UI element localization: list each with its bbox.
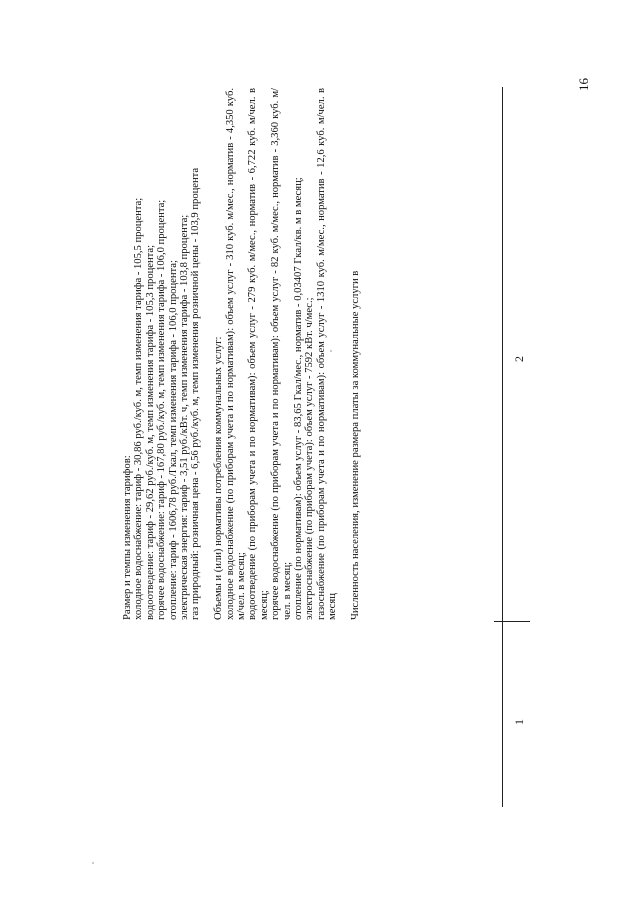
tariffs-heading: Размер и темпы изменения тарифов: [122,455,133,620]
population-line: Численность населения, изменение размера платы за коммунальные услуги в [350,270,362,620]
population-block [350,88,361,620]
tariff-line: газ природный: розничная цена - 6,56 руб./куб. м, темп изменения розничной цены - 103,9 процента [190,167,202,620]
tariff-line: холодное водоснабжение: тариф - 30,86 руб./куб. м, темп изменения тарифа - 105,5 процента; [133,197,145,620]
scan-speck [92,862,94,864]
consumption-line: холодное водоснабжение (по приборам учета и по нормативам): объем услуг - 310 куб. м/мес., норматив - 4,350 куб. м/чел. в месяц; [224,88,248,620]
page-number: 16 [576,78,591,91]
tariffs-block [122,88,202,620]
tariff-line: горячее водоснабжение: тариф - 167,80 руб./куб. м, темп изменения тарифа - 106,0 процента; [156,199,168,620]
consumption-line: электроснабжение (по приборам учета): объем услуг - 7592 кВт. ч/мес.; [304,297,316,620]
consumption-line: отопление (по нормативам): объем услуг - 83,65 Гкал/мес., норматив - 0,03407 Гкал/кв. м в месяц; [293,177,305,620]
table-column-divider [494,621,530,622]
scan-speck [330,350,332,352]
table-column-header-2: 2 [512,356,526,362]
consumption-line: горячее водоснабжение (по приборам учета и по нормативам): объем услуг - 82 куб. м/мес., норматив - 3,360 куб. м/чел. в месяц; [270,88,293,620]
table-header-rule [502,87,503,807]
consumption-heading: Объемы и (или) нормативы потребления коммунальных услуг: [213,336,225,620]
consumption-line: газоснабжение (по приборам учета и по нормативам): объем услуг - 1310 куб. м/мес., норматив - 12,6 куб. м/чел. в месяц [315,88,339,620]
tariff-line: водоотведение: тариф - 29,62 руб./куб. м, темп изменения тарифа - 105,3 процента; [144,244,156,620]
table-column-header-1: 1 [512,719,526,725]
tariff-line: отопление: тариф - 1606,78 руб./Гкал, темп изменения тарифа - 106,0 процента; [167,260,179,620]
consumption-block [213,88,338,620]
table-cell-text [122,88,373,620]
tariff-line: электрическая энергия: тариф - 3,51 руб./кВт. ч, темп изменения тарифа - 103,8 процента; [179,214,191,620]
consumption-line: водоотведение (по приборам учета и по нормативам): объем услуг - 279 куб. м/мес., норматив - 6,722 куб. м/чел. в месяц; [247,88,270,620]
